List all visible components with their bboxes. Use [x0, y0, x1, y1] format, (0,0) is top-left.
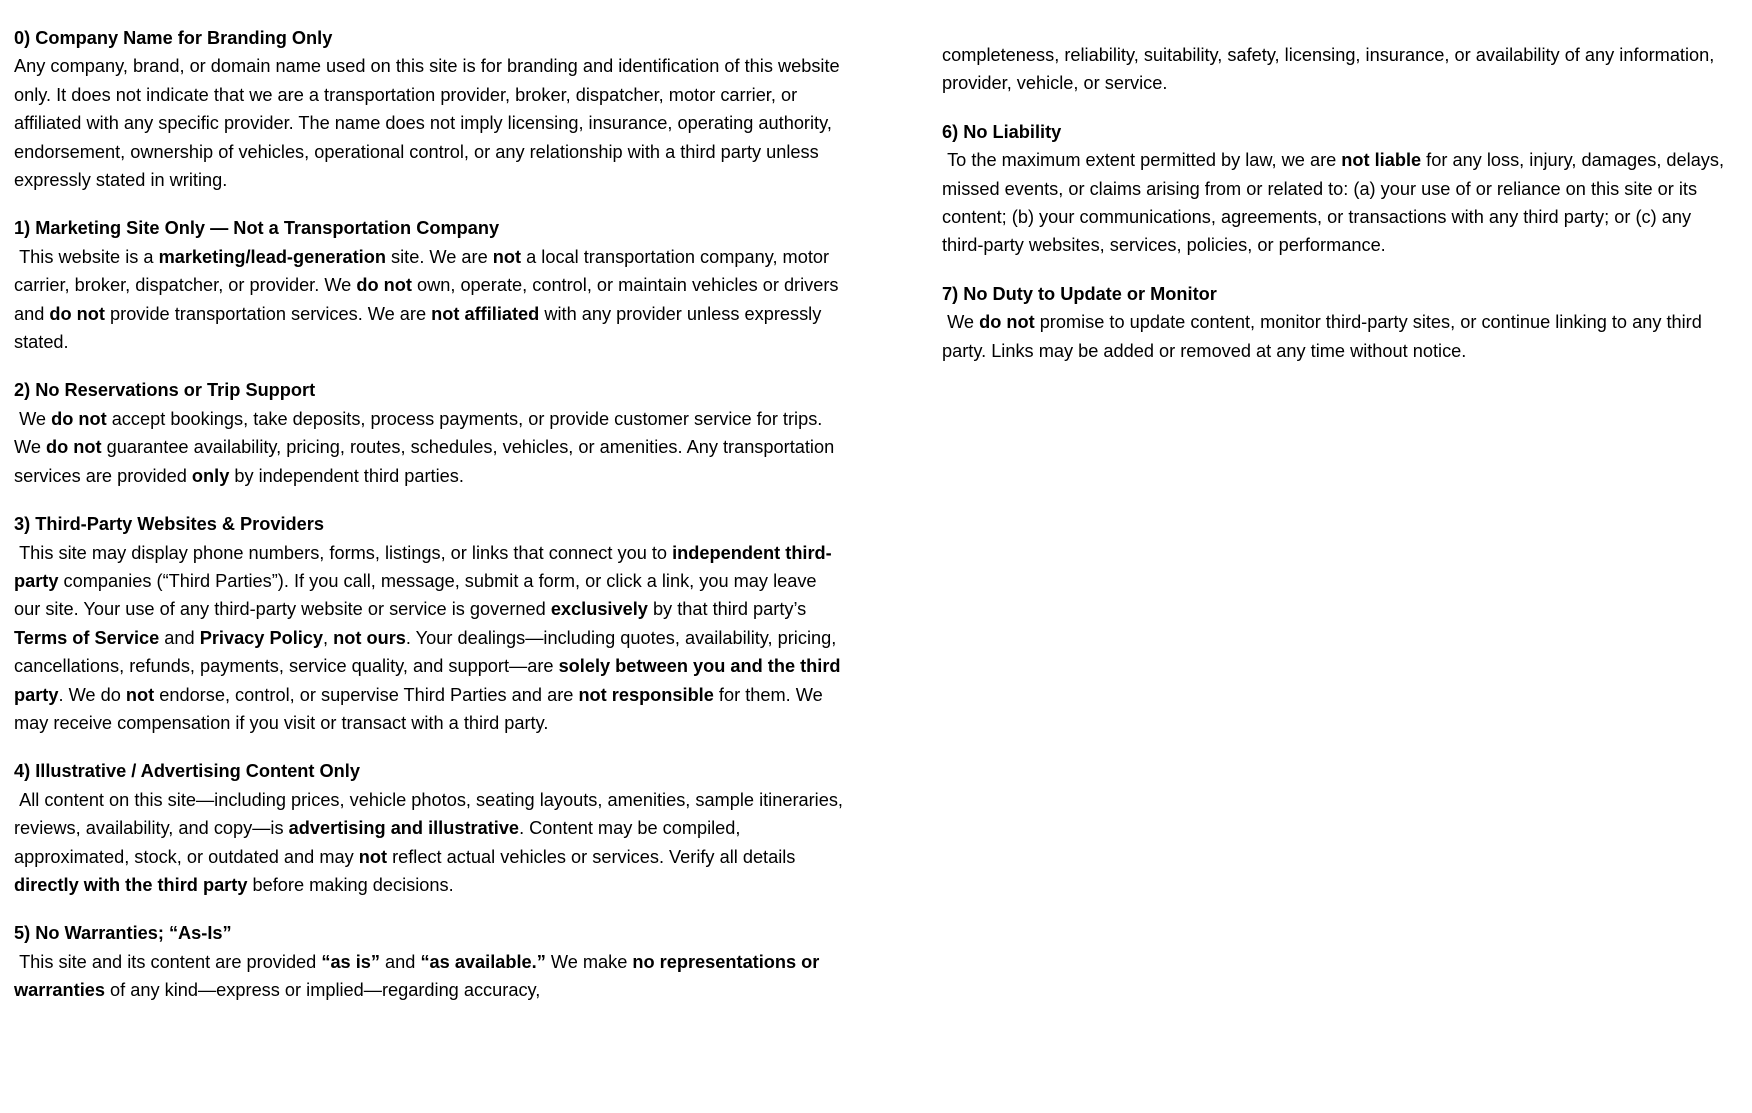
- bold-text-run: independent third-party: [14, 542, 832, 591]
- bold-text-run: Terms of Service: [14, 627, 160, 648]
- section-heading: 1) Marketing Site Only — Not a Transportation Company: [14, 218, 500, 239]
- text-run: This website is a: [14, 246, 159, 267]
- bold-text-run: do not: [46, 437, 102, 458]
- left-column: [14, 24, 849, 1005]
- disclaimer-section: [14, 919, 843, 1004]
- text-run: before making decisions.: [247, 874, 454, 895]
- text-run: endorse, control, or supervise Third Parties and are: [154, 684, 579, 705]
- text-run: We: [14, 408, 52, 429]
- section-heading: 2) No Reservations or Trip Support: [14, 380, 316, 401]
- disclaimer-section: [14, 24, 843, 194]
- text-run: All content on this site—including prices, vehicle photos, seating layouts, amenities, sample itineraries, reviews, availability, and copy—is: [14, 789, 849, 839]
- bold-text-run: not: [492, 246, 522, 267]
- text-run: We make: [545, 951, 633, 972]
- text-run: We: [942, 312, 980, 333]
- text-run: and: [159, 627, 200, 648]
- disclaimer-section: [14, 757, 849, 899]
- text-run: of any kind—express or implied—regarding accuracy,: [104, 980, 541, 1001]
- bold-text-run: not: [358, 846, 388, 867]
- bold-text-run: “as available.”: [420, 951, 546, 972]
- bold-text-run: solely between you and the third party: [14, 656, 846, 705]
- text-run: for any loss, injury, damages, delays, missed events, or claims arising from or related to: (a) your use of or reliance on this site or its content; (b) your communications, agreements, or transactions with any third party; or (c) any third-party websites, services, policies, or performance.: [942, 150, 1730, 256]
- text-run: companies (“Third Parties”). If you call, message, submit a form, or click a link, you may leave our site. Your use of any third-party website or service is governed: [14, 570, 822, 620]
- text-run: accept bookings, take deposits, process payments, or provide customer service for trips. We: [14, 408, 828, 458]
- disclaimer-section: [14, 510, 846, 737]
- bold-text-run: “as is”: [321, 951, 380, 972]
- text-run: provide transportation services. We are: [104, 303, 432, 324]
- text-run: reflect actual vehicles or services. Verify all details: [387, 846, 801, 867]
- text-run: own, operate, control, or maintain vehicles or drivers and: [14, 275, 844, 324]
- text-run: To the maximum extent permitted by law, we are: [942, 150, 1342, 171]
- bold-text-run: not affiliated: [431, 303, 540, 324]
- text-run: with any provider unless expressly stated.: [14, 303, 827, 353]
- text-run: ,: [323, 627, 334, 648]
- text-run: and: [379, 951, 421, 972]
- text-run: This site may display phone numbers, forms, listings, or links that connect you to: [14, 542, 673, 563]
- text-run: Any company, brand, or domain name used on this site is for branding and identification of this website only. It does not indicate that we are a transportation provider, broker, dispatcher, motor carrier, or affiliated with any specific provider. The name does not imply licensing, insurance, operating authority, endorsement, ownership of vehicles, operational control, or any relationship with a third party unless expressly stated in writing.: [14, 56, 845, 191]
- bold-text-run: do not: [49, 303, 105, 324]
- text-run: site. We are: [385, 246, 493, 267]
- section-heading: 0) Company Name for Branding Only: [14, 28, 333, 48]
- text-run: . We do: [58, 684, 126, 705]
- bold-text-run: exclusively: [550, 599, 648, 620]
- section-heading: 6) No Liability: [942, 121, 1062, 142]
- bold-text-run: Privacy Policy: [199, 627, 324, 648]
- disclaimer-section: [14, 376, 843, 490]
- bold-text-run: not responsible: [578, 684, 714, 705]
- text-run: . Your dealings—including quotes, availability, pricing, cancellations, refunds, payments, service quality, and support—are: [14, 627, 842, 677]
- right-column: [942, 24, 1737, 365]
- bold-text-run: marketing/lead-generation: [158, 246, 386, 267]
- section-heading: 3) Third-Party Websites & Providers: [14, 514, 324, 535]
- text-run: by that third party’s: [647, 599, 812, 620]
- bold-text-run: advertising and illustrative: [288, 818, 520, 839]
- bold-text-run: no representations or warranties: [14, 951, 825, 1001]
- bold-text-run: do not: [356, 275, 412, 296]
- text-run: promise to update content, monitor third-party sites, or continue linking to any third party. Links may be added or removed at any time without notice.: [942, 312, 1707, 361]
- text-run: by independent third parties.: [229, 465, 464, 486]
- bold-text-run: not: [125, 684, 155, 705]
- text-run: . Content may be compiled, approximated, stock, or outdated and may: [14, 818, 746, 867]
- bold-text-run: do not: [979, 312, 1035, 333]
- section-5-continuation: [942, 41, 1737, 98]
- bold-text-run: do not: [51, 408, 107, 429]
- text-run: for them. We may receive compensation if you visit or transact with a third party.: [14, 684, 828, 733]
- section-heading: 4) Illustrative / Advertising Content Only: [14, 761, 360, 782]
- bold-text-run: not ours: [333, 627, 406, 648]
- section-heading: 5) No Warranties; “As-Is”: [14, 923, 232, 944]
- text-run: guarantee availability, pricing, routes, schedules, vehicles, or amenities. Any transportation services are provided: [14, 437, 840, 486]
- bold-text-run: directly with the third party: [14, 874, 248, 895]
- disclaimer-section: [14, 214, 843, 356]
- text-run: This site and its content are provided: [14, 951, 322, 972]
- text-run: completeness, reliability, suitability, safety, licensing, insurance, or availability of any information, provider, vehicle, or service.: [942, 45, 1720, 94]
- bold-text-run: not liable: [1341, 150, 1422, 171]
- section-heading: 7) No Duty to Update or Monitor: [942, 283, 1217, 304]
- disclaimer-section: [942, 118, 1737, 260]
- bold-text-run: only: [191, 465, 230, 486]
- text-run: a local transportation company, motor carrier, broker, dispatcher, or provider. We: [14, 246, 835, 296]
- disclaimer-section: [942, 280, 1737, 365]
